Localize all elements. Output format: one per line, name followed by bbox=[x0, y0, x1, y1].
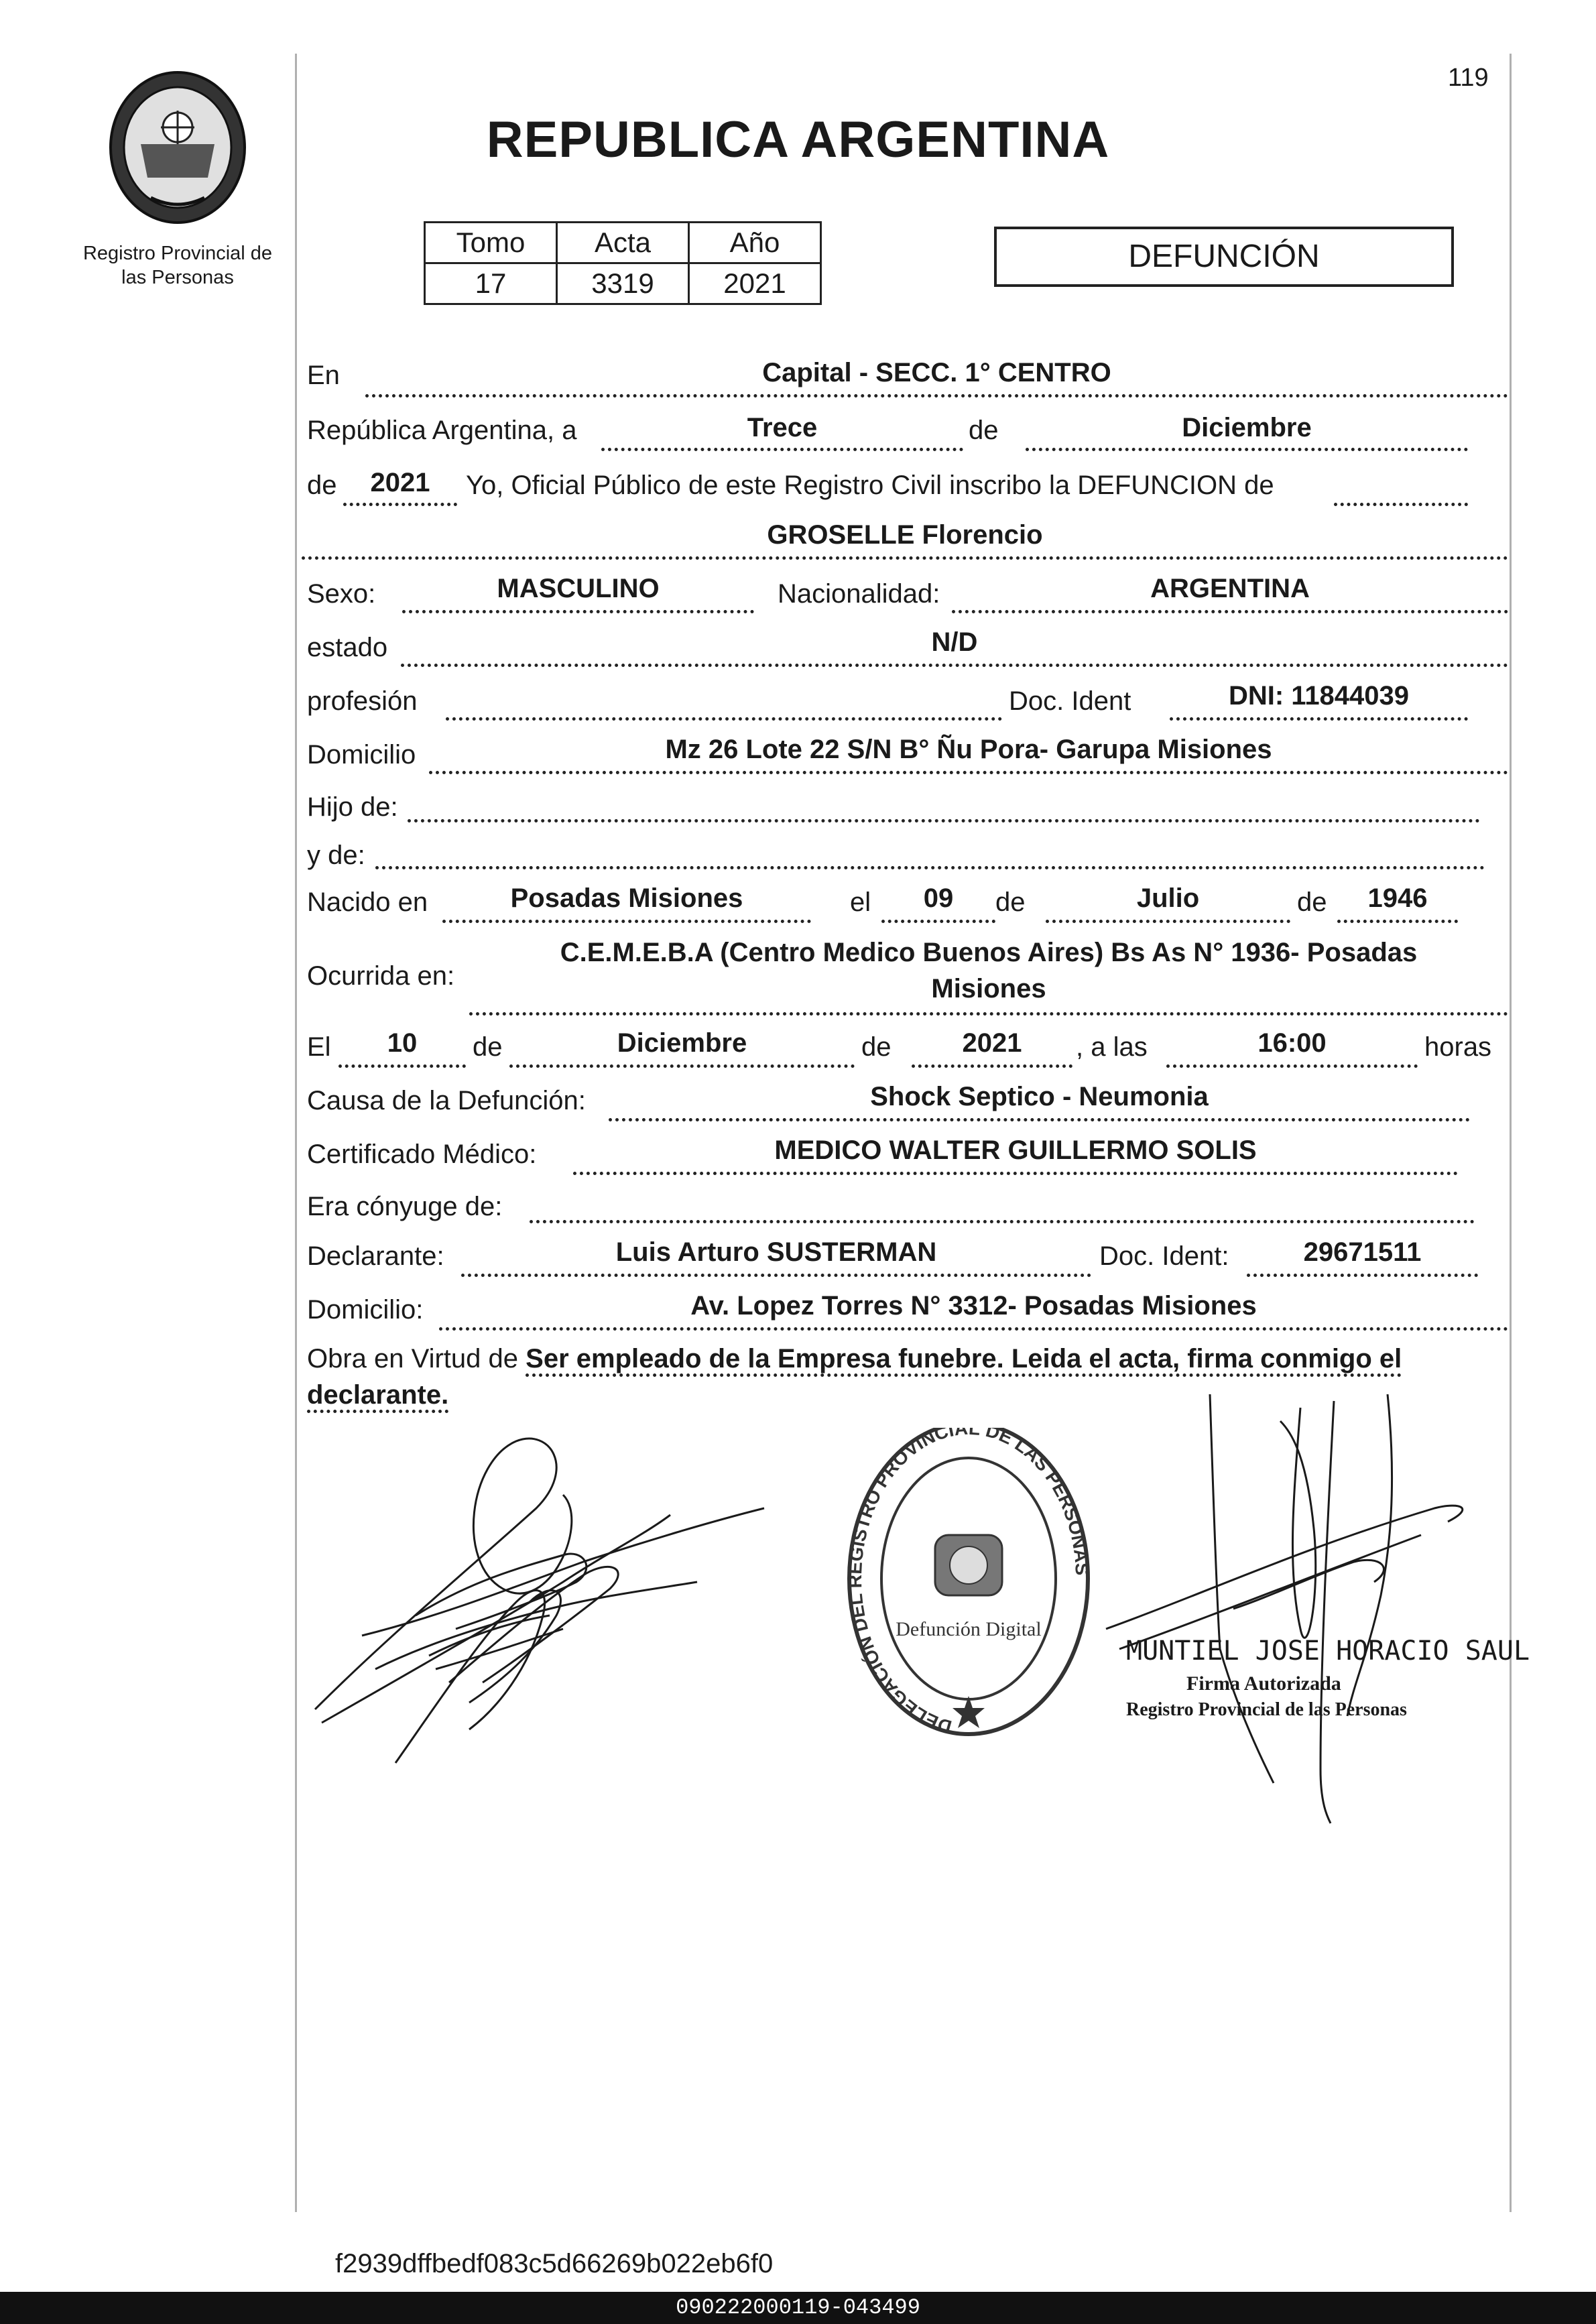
name-dotted-line bbox=[302, 556, 1508, 560]
causa-label: Causa de la Defunción: bbox=[307, 1086, 586, 1115]
doc-ident-dotted-line bbox=[1170, 717, 1468, 721]
record-value-row bbox=[425, 263, 821, 304]
authority-registry: Registro Provincial de las Personas bbox=[1126, 1699, 1407, 1720]
nacionalidad-value: ARGENTINA bbox=[1150, 574, 1310, 603]
en-dotted-line bbox=[365, 394, 1508, 397]
ocurrida-value bbox=[469, 934, 1508, 1007]
document-type-box: DEFUNCIÓN bbox=[994, 227, 1454, 287]
decl-dom-label: Domicilio: bbox=[307, 1295, 424, 1325]
republica-label: República Argentina, a bbox=[307, 416, 577, 445]
record-value-tomo: 17 bbox=[425, 263, 557, 304]
causa-dotted-line bbox=[609, 1118, 1470, 1121]
nacido-label: Nacido en bbox=[307, 888, 428, 917]
declarant-signature-icon bbox=[295, 1414, 804, 1790]
death-month: Diciembre bbox=[617, 1028, 747, 1058]
death-day-dotted-line bbox=[339, 1064, 466, 1068]
ocurrida-line1: C.E.M.E.B.A (Centro Medico Buenos Aires) Bs As N° 1936- Posadas bbox=[560, 938, 1418, 967]
barcode-bar: 090222000119-043499 bbox=[0, 2292, 1596, 2324]
right-margin-line bbox=[1510, 54, 1512, 2212]
estado-value: N/D bbox=[931, 627, 978, 657]
horas-label: horas bbox=[1424, 1032, 1492, 1062]
ocurrida-line2: Misiones bbox=[931, 974, 1046, 1003]
decl-doc-label: Doc. Ident: bbox=[1099, 1241, 1229, 1271]
sexo-value: MASCULINO bbox=[497, 574, 660, 603]
record-header-acta: Acta bbox=[557, 223, 689, 263]
left-margin-line bbox=[295, 54, 297, 2212]
domicilio-label: Domicilio bbox=[307, 740, 416, 770]
record-value-acta: 3319 bbox=[557, 263, 689, 304]
inscribo-dotted-line bbox=[1334, 503, 1468, 506]
birth-de1-label: de bbox=[995, 888, 1026, 917]
registry-stamp bbox=[841, 1428, 1096, 1763]
conyuge-dotted-line bbox=[530, 1220, 1475, 1223]
nacionalidad-label: Nacionalidad: bbox=[778, 579, 940, 609]
profesion-label: profesión bbox=[307, 686, 418, 716]
registry-stamp-icon bbox=[841, 1428, 1096, 1763]
death-time-dotted-line bbox=[1166, 1064, 1418, 1068]
declarante-value: Luis Arturo SUSTERMAN bbox=[615, 1237, 937, 1267]
birth-day-dotted-line bbox=[881, 920, 995, 923]
yde-dotted-line bbox=[375, 866, 1485, 869]
death-month-dotted-line bbox=[509, 1064, 855, 1068]
authority-name: MUNTIEL JOSE HORACIO SAUL bbox=[1126, 1636, 1530, 1666]
birth-year-dotted-line bbox=[1337, 920, 1458, 923]
day-dotted-line bbox=[601, 448, 963, 451]
death-de2-label: de bbox=[861, 1032, 892, 1062]
record-header-row bbox=[425, 223, 821, 263]
registry-label bbox=[60, 241, 295, 290]
sexo-label: Sexo: bbox=[307, 579, 376, 609]
year-value: 2021 bbox=[370, 468, 430, 497]
date-de-label: de bbox=[969, 416, 999, 445]
stamp-ring-text: DELEGACIÓN DEL REGISTRO PROVINCIAL DE LAS PERSONAS bbox=[844, 1428, 1093, 1738]
record-value-ano: 2021 bbox=[689, 263, 821, 304]
year-dotted-line bbox=[343, 503, 457, 506]
decl-dom-dotted-line bbox=[439, 1327, 1508, 1331]
alas-label: , a las bbox=[1076, 1032, 1148, 1062]
nacionalidad-dotted-line bbox=[952, 610, 1508, 613]
death-time: 16:00 bbox=[1257, 1028, 1327, 1058]
page-number: 119 bbox=[1448, 64, 1489, 92]
deceased-name: GROSELLE Florencio bbox=[767, 520, 1043, 550]
hijo-label: Hijo de: bbox=[307, 792, 398, 822]
yde-label: y de: bbox=[307, 841, 365, 870]
conyuge-label: Era cónyuge de: bbox=[307, 1192, 503, 1221]
death-de1-label: de bbox=[473, 1032, 503, 1062]
declarante-dotted-line bbox=[461, 1274, 1091, 1277]
nacido-value: Posadas Misiones bbox=[510, 883, 743, 913]
domicilio-value: Mz 26 Lote 22 S/N B° Ñu Pora- Garupa Misiones bbox=[665, 735, 1272, 764]
cert-value: MEDICO WALTER GUILLERMO SOLIS bbox=[774, 1136, 1257, 1165]
birth-day: 09 bbox=[923, 883, 954, 913]
cert-label: Certificado Médico: bbox=[307, 1140, 537, 1169]
official-signature bbox=[1099, 1394, 1515, 1837]
sexo-dotted-line bbox=[402, 610, 754, 613]
birth-de2-label: de bbox=[1297, 888, 1327, 917]
death-day: 10 bbox=[387, 1028, 418, 1058]
birth-year: 1946 bbox=[1367, 883, 1428, 913]
record-header-tomo: Tomo bbox=[425, 223, 557, 263]
day-value: Trece bbox=[747, 413, 818, 442]
obra-label: Obra en Virtud de bbox=[307, 1344, 519, 1373]
estado-dotted-line bbox=[401, 664, 1508, 667]
causa-value: Shock Septico - Neumonia bbox=[870, 1082, 1209, 1111]
record-header-ano: Año bbox=[689, 223, 821, 263]
en-label: En bbox=[307, 361, 340, 390]
document-hash: f2939dffbedf083c5d66269b022eb6f0 bbox=[335, 2249, 774, 2278]
birth-month: Julio bbox=[1136, 883, 1200, 913]
en-value: Capital - SECC. 1° CENTRO bbox=[762, 358, 1111, 387]
hijo-dotted-line bbox=[408, 819, 1480, 822]
stamp-inner-text: Defunción Digital bbox=[896, 1618, 1042, 1640]
estado-label: estado bbox=[307, 633, 388, 662]
obra-value: Ser empleado de la Empresa funebre. Leida el acta, firma conmigo el declarante. bbox=[307, 1344, 1402, 1413]
domicilio-dotted-line bbox=[429, 771, 1508, 774]
declarante-label: Declarante: bbox=[307, 1241, 444, 1271]
declarant-signature bbox=[295, 1414, 804, 1790]
year-prefix-label: de bbox=[307, 471, 337, 500]
birth-month-dotted-line bbox=[1046, 920, 1290, 923]
official-signature-icon bbox=[1099, 1394, 1515, 1837]
record-table bbox=[424, 221, 822, 305]
decl-dom-value: Av. Lopez Torres N° 3312- Posadas Misiones bbox=[690, 1291, 1257, 1321]
nacido-dotted-line bbox=[442, 920, 811, 923]
death-year: 2021 bbox=[962, 1028, 1022, 1058]
profesion-dotted-line bbox=[446, 717, 1002, 721]
decl-doc-value: 29671511 bbox=[1303, 1237, 1422, 1267]
doc-ident-value: DNI: 11844039 bbox=[1228, 681, 1410, 711]
inscribo-text: Yo, Oficial Público de este Registro Civil inscribo la DEFUNCION de bbox=[466, 471, 1274, 500]
death-year-dotted-line bbox=[912, 1064, 1072, 1068]
ocurrida-dotted-line bbox=[469, 1012, 1508, 1016]
registry-label-line2: las Personas bbox=[121, 267, 234, 288]
decl-doc-dotted-line bbox=[1247, 1274, 1478, 1277]
authority-role: Firma Autorizada bbox=[1186, 1672, 1341, 1695]
month-value: Diciembre bbox=[1182, 413, 1312, 442]
month-dotted-line bbox=[1026, 448, 1468, 451]
birth-el-label: el bbox=[850, 888, 871, 917]
doc-ident-label: Doc. Ident bbox=[1009, 686, 1131, 716]
death-el-label: El bbox=[307, 1032, 331, 1062]
registry-label-line1: Registro Provincial de bbox=[82, 243, 273, 264]
page-title: REPUBLICA ARGENTINA bbox=[486, 111, 1110, 168]
cert-dotted-line bbox=[573, 1172, 1458, 1175]
ocurrida-label: Ocurrida en: bbox=[307, 961, 455, 991]
